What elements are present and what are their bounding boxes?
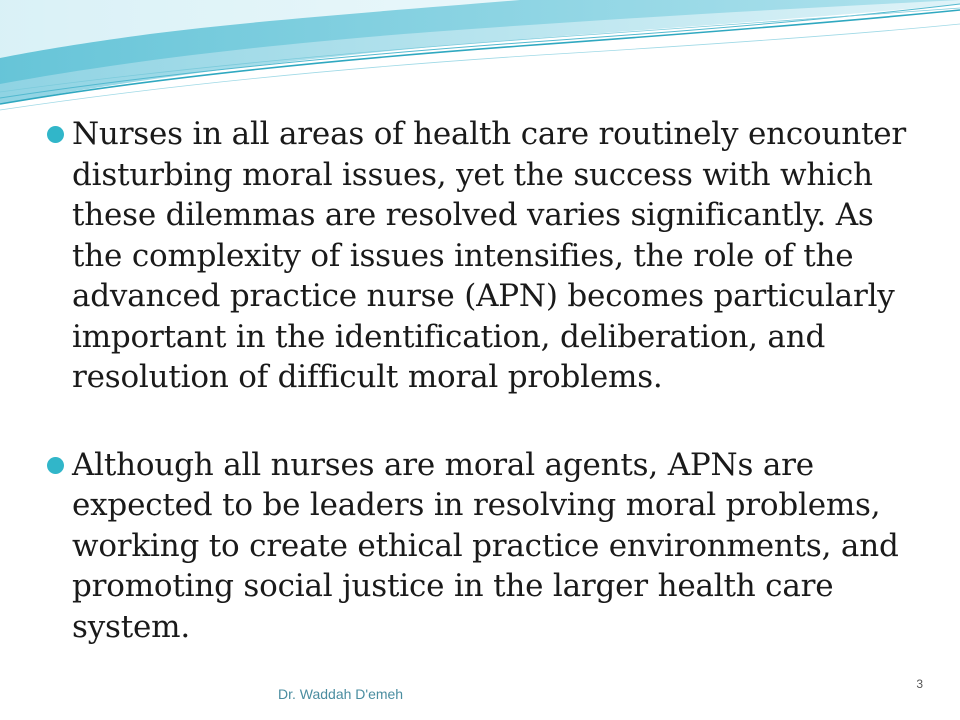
bullet-dot-icon <box>47 457 64 474</box>
bullet-text-1: Nurses in all areas of health care routinely encounter disturbing moral issues, yet the success with which these dilemmas are resolved varies significantly. As the complexity of issues intensifies, the role of the advanced practice nurse (APN) becomes particularly important in the identification, deliberation, and resolution of difficult moral problems. <box>72 116 907 395</box>
footer-author: Dr. Waddah D'emeh <box>278 686 404 702</box>
bullet-text-2: Although all nurses are moral agents, APNs are expected to be leaders in resolving moral problems, working to create ethical practice environments, and promoting social justice in the larger health care system. <box>72 446 899 645</box>
slide-body <box>44 114 924 647</box>
bullet-item-2 <box>44 445 924 648</box>
page-number: 3 <box>916 677 923 691</box>
bullet-dot-icon <box>47 126 64 143</box>
header-wave-decoration <box>0 0 960 120</box>
bullet-item-1 <box>44 114 924 398</box>
